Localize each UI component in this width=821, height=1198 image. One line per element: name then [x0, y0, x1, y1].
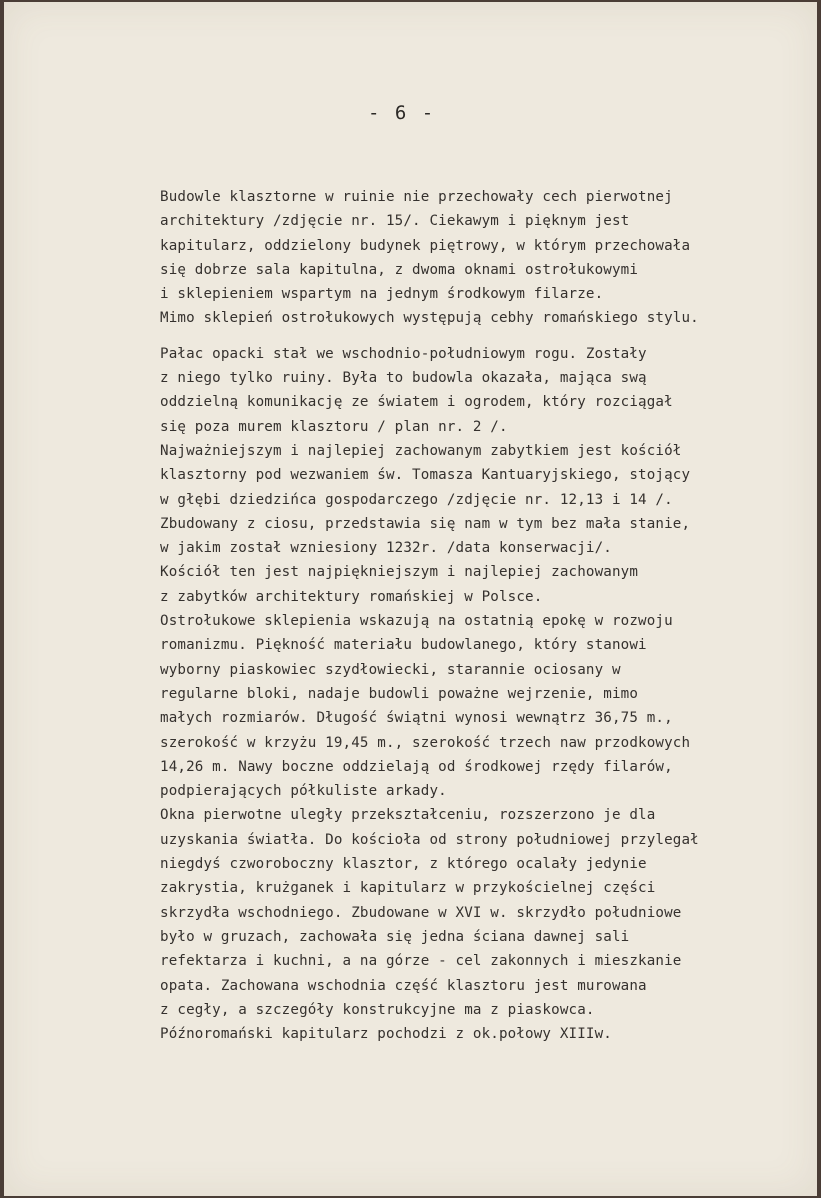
text-line: Kościół ten jest najpiękniejszym i najlepiej zachowanym [160, 564, 639, 581]
text-line: wyborny piaskowiec szydłowiecki, starannie ociosany w [160, 661, 621, 678]
text-line: z niego tylko ruiny. Była to budowla okazała, mająca swą [160, 370, 647, 387]
text-line: Pałac opacki stał we wschodnio-południowym rogu. Zostały [160, 345, 647, 362]
text-line: z cegły, a szczegóły konstrukcyjne ma z piaskowca. [160, 1001, 595, 1018]
text-line: oddzielną komunikację ze światem i ogrodem, który rozciągał [160, 394, 673, 411]
text-line: opata. Zachowana wschodnia część klasztoru jest murowana [160, 977, 647, 994]
text-line: Późnoromański kapitularz pochodzi z ok.połowy XIIIw. [160, 1026, 612, 1043]
text-line: się dobrze sala kapitulna, z dwoma oknami ostrołukowymi [160, 261, 639, 278]
text-line: Ostrołukowe sklepienia wskazują na ostatnią epokę w rozwoju [160, 613, 673, 630]
text-line: Najważniejszym i najlepiej zachowanym zabytkiem jest kościół [160, 442, 682, 459]
text-line: uzyskania światła. Do kościoła od strony południowej przylegał [160, 831, 699, 848]
paragraph-vaults [160, 609, 805, 803]
text-line: w jakim został wzniesiony 1232r. /data konserwacji/. [160, 540, 612, 557]
text-line: małych rozmiarów. Długość świątni wynosi wewnątrz 36,75 m., [160, 710, 673, 727]
text-line: z zabytków architektury romańskiej w Polsce. [160, 588, 543, 605]
text-line: niegdyś czworoboczny klasztor, z którego ocalały jedynie [160, 856, 647, 873]
text-line: Okna pierwotne uległy przekształceniu, rozszerzono je dla [160, 807, 656, 824]
text-line: w głębi dziedzińca gospodarczego /zdjęcie nr. 12,13 i 14 /. [160, 491, 673, 508]
text-line: kapitularz, oddzielony budynek piętrowy, w którym przechowała [160, 237, 691, 254]
page-number: - 6 - [368, 102, 436, 124]
text-line: 14,26 m. Nawy boczne oddzielają od środkowej rzędy filarów, [160, 758, 673, 775]
text-line: zakrystia, krużganek i kapitularz w przykościelnej części [160, 880, 656, 897]
paragraph-monastery-buildings [160, 185, 805, 331]
text-line: klasztorny pod wezwaniem św. Tomasza Kantuaryjskiego, stojący [160, 467, 691, 484]
text-line: architektury /zdjęcie nr. 15/. Ciekawym i pięknym jest [160, 213, 630, 230]
text-line: regularne bloki, nadaje budowli poważne wejrzenie, mimo [160, 685, 639, 702]
text-line: Budowle klasztorne w ruinie nie przechowały cech pierwotnej [160, 189, 673, 205]
text-line: się poza murem klasztoru / plan nr. 2 /. [160, 418, 508, 435]
paragraph-windows-cloister [160, 803, 805, 1046]
document-body [160, 185, 805, 1046]
text-line: szerokość w krzyżu 19,45 m., szerokość trzech naw przodkowych [160, 734, 691, 751]
paragraph-church [160, 439, 805, 609]
text-line: skrzydła wschodniego. Zbudowane w XVI w. skrzydło południowe [160, 904, 682, 921]
text-line: Zbudowany z ciosu, przedstawia się nam w tym bez mała stanie, [160, 515, 691, 532]
text-line: refektarza i kuchni, a na górze - cel zakonnych i mieszkanie [160, 953, 682, 970]
text-line: romanizmu. Piękność materiału budowlanego, który stanowi [160, 637, 647, 654]
text-line: i sklepieniem wspartym na jednym środkowym filarze. [160, 286, 604, 303]
text-line: podpierających półkuliste arkady. [160, 783, 447, 800]
text-line: Mimo sklepień ostrołukowych występują cebhy romańskiego stylu. [160, 310, 699, 327]
typewritten-page [4, 2, 817, 1196]
paragraph-abbot-palace [160, 342, 805, 439]
text-line: było w gruzach, zachowała się jedna ściana dawnej sali [160, 928, 630, 945]
